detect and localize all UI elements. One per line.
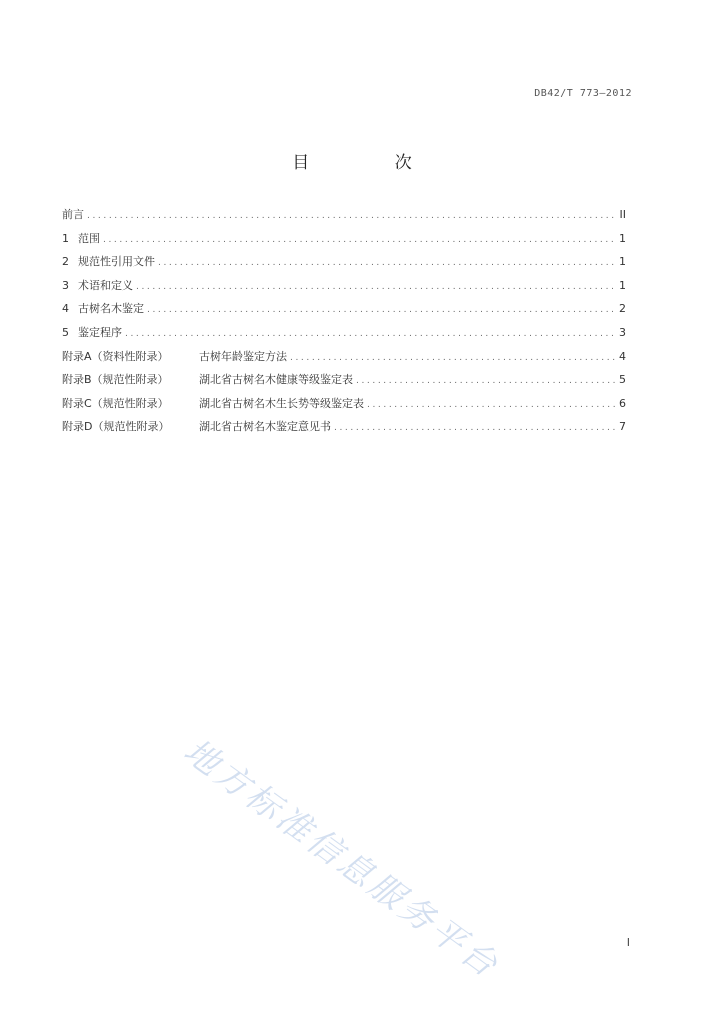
toc-leader-dots <box>125 329 615 339</box>
toc-entry[interactable] <box>62 230 626 254</box>
toc-entry-page: II <box>619 208 626 221</box>
toc-entry-title: 规范性引用文件 <box>78 255 155 269</box>
toc-entry-title: 鉴定程序 <box>78 325 122 339</box>
toc-entry-number: 2 <box>62 255 69 269</box>
toc-entry-number: 5 <box>62 325 69 339</box>
toc-entry-page: 3 <box>619 325 626 339</box>
toc-entry[interactable] <box>62 206 626 230</box>
toc-entry[interactable] <box>62 324 626 348</box>
toc-leader-dots <box>158 258 615 268</box>
toc-entry-title: 湖北省古树名木鉴定意见书 <box>199 420 331 434</box>
toc-entry-page: 6 <box>619 396 626 410</box>
table-of-contents <box>62 206 626 442</box>
toc-entry-appendix-label: 附录D（规范性附录） <box>62 420 170 434</box>
toc-leader-dots <box>367 400 615 410</box>
toc-entry-page: 1 <box>619 231 626 245</box>
toc-entry-appendix-label: 附录A（资料性附录） <box>62 349 169 363</box>
toc-entry-number: 3 <box>62 278 69 292</box>
toc-entry[interactable] <box>62 395 626 419</box>
toc-entry-title: 湖北省古树名木健康等级鉴定表 <box>199 373 353 387</box>
toc-leader-dots <box>356 376 615 386</box>
toc-leader-dots <box>103 235 615 245</box>
toc-entry[interactable] <box>62 253 626 277</box>
page-title: 目 次 <box>292 153 452 173</box>
toc-leader-dots <box>147 305 615 315</box>
toc-leader-dots <box>290 353 615 363</box>
toc-entry-title: 湖北省古树名木生长势等级鉴定表 <box>199 396 364 410</box>
watermark: 地方标准信息服务平台 <box>176 731 508 987</box>
toc-entry-page: 7 <box>619 420 626 434</box>
toc-entry[interactable] <box>62 277 626 301</box>
toc-leader-dots <box>136 282 615 292</box>
toc-entry-number: 4 <box>62 302 69 316</box>
toc-entry-page: 1 <box>619 278 626 292</box>
page-number: I <box>626 936 630 949</box>
toc-entry[interactable] <box>62 418 626 442</box>
toc-entry-title: 术语和定义 <box>78 278 133 292</box>
toc-entry-title: 古树名木鉴定 <box>78 302 144 316</box>
toc-entry-appendix-label: 附录C（规范性附录） <box>62 396 169 410</box>
toc-entry[interactable] <box>62 348 626 372</box>
toc-entry-appendix-label: 附录B（规范性附录） <box>62 373 169 387</box>
toc-leader-dots <box>334 423 615 433</box>
toc-entry-page: 1 <box>619 255 626 269</box>
toc-entry[interactable] <box>62 371 626 395</box>
toc-entry-page: 5 <box>619 373 626 387</box>
standard-code: DB42/T 773—2012 <box>534 88 632 99</box>
toc-entry-title: 古树年龄鉴定方法 <box>199 349 287 363</box>
toc-entry-page: 2 <box>619 302 626 316</box>
toc-entry-title: 前言 <box>62 208 84 221</box>
toc-entry[interactable] <box>62 300 626 324</box>
toc-leader-dots <box>87 211 615 221</box>
toc-entry-title: 范围 <box>78 231 100 245</box>
toc-entry-number: 1 <box>62 231 69 245</box>
toc-entry-page: 4 <box>619 349 626 363</box>
